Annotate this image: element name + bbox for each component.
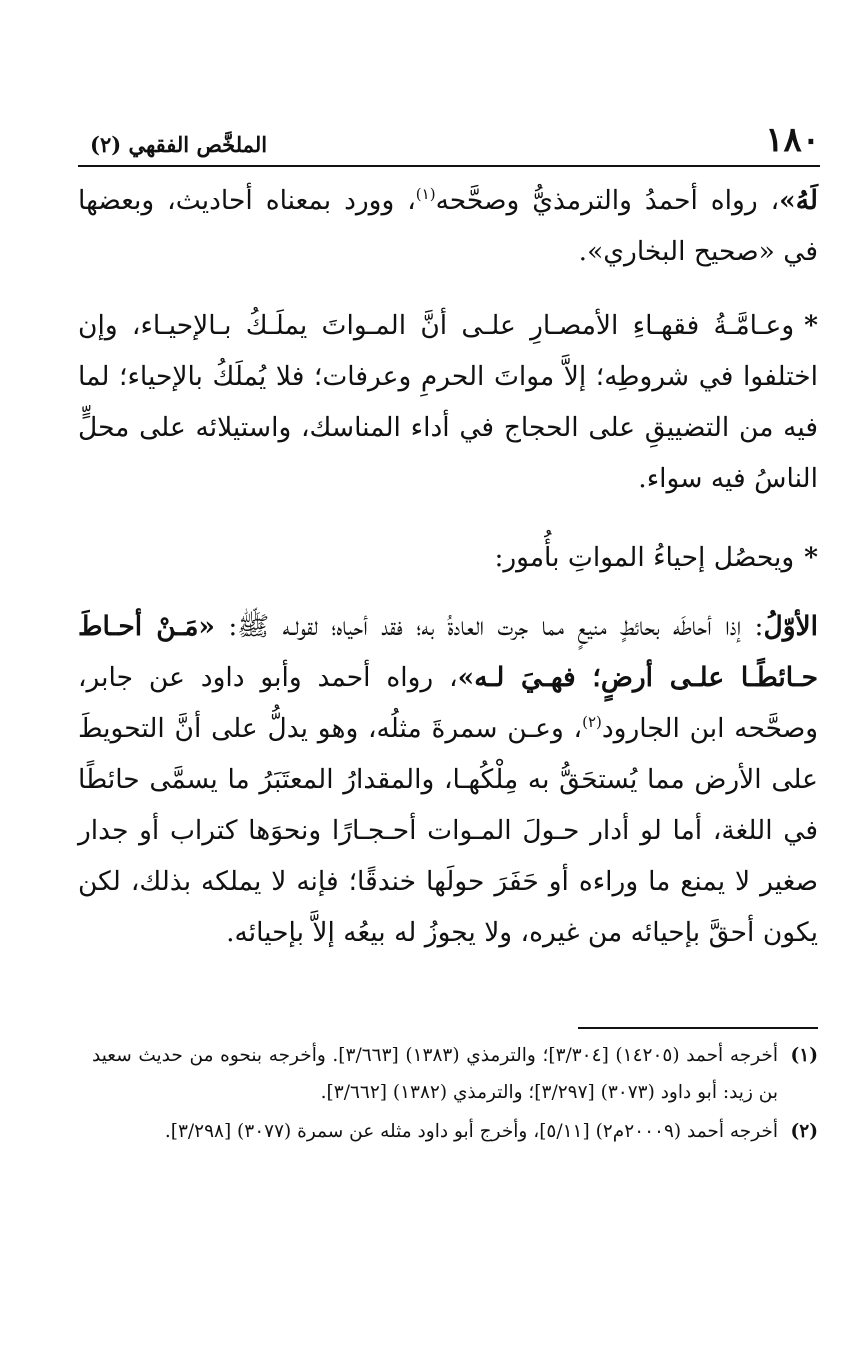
footnote-text: أخرجه أحمد (١٤٢٠٥) [٣/٣٠٤]؛ والترمذي (١٣٨٣) [٣/٦٦٣]. وأخرجه بنحوه من حديث سعيد بن زيد: أبو داود (٣٠٧٣) [٣/٢٩٧]؛ والترمذي (١٣٨٢) [٣/٦٦٢]. (92, 1045, 778, 1103)
footnote-number: (٢) (790, 1121, 818, 1142)
footnote-2 (92, 1113, 818, 1150)
paragraph-2-text: وعـامَّـةُ فقهـاءِ الأمصـارِ علـى أنَّ المـواتَ يملَـكُ بـالإحيـاء، وإن اختلفوا في شروطِه؛ إلاَّ مواتَ الحرمِ وعرفات؛ فلا يُملَكُ بالإحياء؛ لما فيه من التضييقِ على الحجاج في أداء المناسك، واستيلائه على محلٍّ الناسُ فيه سواء. (78, 310, 818, 494)
paragraph-4-lead: الأوّلُ (763, 611, 818, 642)
paragraph-1-text-a: ، رواه أحمدُ والترمذيُّ وصحَّحه (435, 185, 780, 216)
page-number: ١٨٠ (765, 120, 820, 160)
paragraph-4 (78, 601, 818, 958)
hadith-quote: «مَـنْ أحـاطَ حـائطًـا علـى أرضٍ؛ فهـيَ لـه» (78, 611, 818, 693)
page-header (78, 118, 820, 162)
footnote-number: (١) (790, 1045, 818, 1066)
paragraph-1-lead: لَهُ» (779, 185, 819, 216)
footnote-1 (92, 1037, 818, 1111)
footnote-ref-2: (٢) (582, 713, 602, 732)
footnote-ref-1: (١) (415, 185, 436, 204)
paragraph-4-text-c: ، وعـن سمرةَ مثلُه، وهو يدلُّ على أنَّ التحويطَ على الأرض مما يُستحَقُّ به مِلْكُهـا، والمقدارُ المعتَبَرُ ما يسمَّى حائطًا في اللغة، أما لو أدار حـولَ المـوات أحـجـارًا ونحوَها كتراب أو جدار صغير لا يمنع ما وراءه أو حَفَرَ حولَها خندقًا؛ فإنه لا يملكه بذلك، لكن يكون أحقَّ بإحيائه من غيره، ولا يجوزُ له بيعُه إلاَّ بإحيائه. (78, 713, 818, 948)
paragraph-1-text-b: ، وورد بمعناه أحاديث، وبعضها في «صحيح البخاري». (78, 185, 818, 267)
header-rule (78, 165, 820, 167)
paragraph-3 (78, 532, 818, 583)
bullet-icon: * (804, 542, 818, 573)
running-title: الملخَّص الفقهي (٢) (90, 132, 268, 157)
footnote-text: أخرجه أحمد (٢٠٠٠٩م٢) [٥/١١]، وأخرج أبو داود مثله عن سمرة (٣٠٧٧) [٣/٢٩٨]. (164, 1121, 778, 1142)
footnote-rule (578, 1027, 818, 1029)
paragraph-4-text-b: ، رواه أحمد وأبو داود عن جابر، وصحَّحه ابن الجارود (78, 662, 818, 744)
main-text (78, 175, 818, 958)
bullet-icon: * (804, 310, 818, 341)
footnotes (92, 1037, 818, 1152)
paragraph-1 (78, 175, 818, 277)
paragraph-2 (78, 300, 818, 504)
paragraph-4-text-a: : إذا أحاطَه بحائطٍ منيعٍ مما جرت العادةُ به؛ فقد أحياه؛ لقولـه ﷺ: (214, 611, 764, 642)
paragraph-3-text: ويحصُل إحياءُ المواتِ بأُمور: (494, 542, 795, 573)
